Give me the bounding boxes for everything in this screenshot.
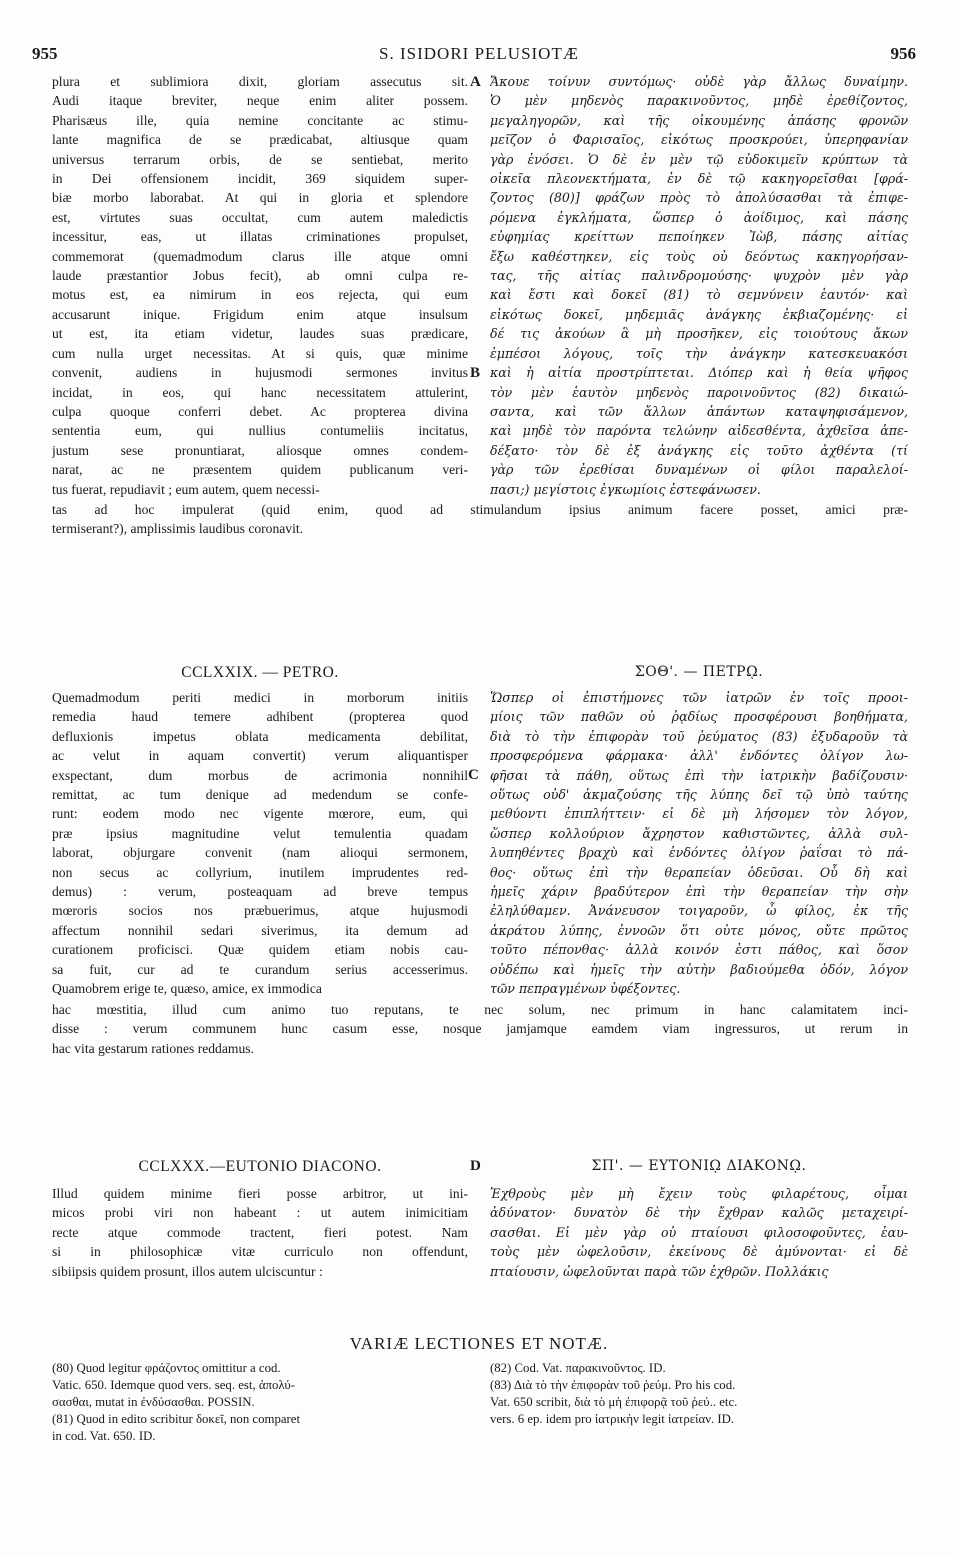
latin-text-line: commemorat (quemadmodum clarus ille atque omni: [52, 248, 468, 264]
latin-text-line: præ ipsius magnitudine velut temulentia quadam: [52, 825, 468, 841]
note-line: σασθαι, mutat in ἐνδύσασθαι. POSSIN.: [52, 1395, 255, 1409]
full-width-text-line: hac mœstitia, illud cum animo tuo reputans, te nec solum, nec primum in hanc calamitatem inci-: [52, 1002, 908, 1017]
latin-text-line: remittat, ac tum denique ad medendum se confe-: [52, 787, 468, 803]
latin-text-line: Quemadmodum periti medici in morborum initiis: [52, 690, 468, 705]
greek-text-line: φῆσαι τὰ πάθη, οὕτως ἐπὶ τὴν ἰατρικὴν βαδίζουσιν·: [490, 767, 908, 783]
full-width-text-line: hac vita gestarum rationes reddamus.: [52, 1040, 254, 1056]
latin-text-line: runt: eodem modo nec vigente mœrore, eum, qui: [52, 806, 468, 822]
latin-text-line: Pharisæus ille, quia nemine concitante ac stimu-: [52, 112, 468, 128]
latin-text-line: exspectant, dum morbus de acrimonia nonnihil: [52, 767, 468, 783]
letter279-full-width-text: [52, 1000, 908, 1058]
greek-text-line: ἡμεῖς χάριν βραδύτερον ἐπὶ τὴν θεραπείαν τὴν σὴν: [490, 884, 908, 900]
top-full-width-text: [52, 500, 908, 539]
latin-text-line: non secus ac collyrium, inutilem imprudentes red-: [52, 864, 468, 880]
latin-text-line: Illud quidem minime fieri posse arbitror, ut ini-: [52, 1186, 468, 1201]
latin-text-line: biæ morbo laborabat. At qui in gloria et splendore: [52, 190, 468, 206]
latin-text-line: affectum nonnihil sedari siverimus, ita demum ad: [52, 922, 468, 938]
greek-text-line: καὶ μηδὲ τὸν παρόντα τελώνην αἰδεσθέντα, ἀχθεῖσα ἀπε-: [490, 423, 908, 439]
greek-text-line: Ἄκουε τοίνυν συντόμως· οὐδὲ γὰρ ἄλλως δυναίμην.: [490, 74, 908, 89]
greek-text-line: γὰρ τῶν ἐρεθίσαι δυναμένων οἱ φίλοι παραλελοί-: [490, 462, 908, 478]
notes-heading: VARIÆ LECTIONES ET NOTÆ.: [349, 1334, 609, 1353]
note-line: vers. 6 ep. idem pro ἰατρικὴν legit ἰατρείαν. ID.: [490, 1412, 735, 1426]
margin-marker-b: B: [470, 365, 481, 381]
latin-text-line: ut est, ita etiam videtur, laudes suas prædicare,: [52, 326, 468, 342]
greek-text-line: προσφερόμενα φάρμακα· ἀλλ' ἐνδόντες ὀλίγον λω-: [490, 748, 908, 764]
top-latin-column: [52, 72, 468, 499]
greek-text-line: οὕτως οὐδ' ἀκμαζούσης τῆς λύπης δεῖ τῷ ὑπὸ ταύτης: [490, 787, 908, 803]
latin-text-line: Quamobrem erige te, quæso, amice, ex immodica: [52, 981, 322, 997]
latin-text-line: lante magnifica de se prædicabat, altiusque quam: [52, 132, 468, 148]
note-line: Vat. 650 scribit, διὰ τὸ μὴ ἐπιφορᾷ τοῦ ῥεύ.. etc.: [490, 1395, 738, 1409]
latin-text-line: incessitur, eas, ut illatas criminationes propulset,: [52, 229, 468, 245]
latin-text-line: motus est, ea nimirum in eos rejecta, qui eum: [52, 287, 468, 303]
heading-latin-280: CCLXXX.—EUTONIO DIACONO.: [138, 1158, 382, 1175]
greek-text-line: εὐφημίας κρείττων πεποίηκεν Ἰὼβ, πάσης αἰτίας: [490, 229, 908, 245]
greek-text-line: δέξατο· τὸν δὲ ἐξ ἀνάγκης εἰς τοῦτο ἀχθέντα (τί: [490, 442, 908, 458]
running-title: S. ISIDORI PELUSIOTÆ: [379, 44, 579, 63]
latin-text-line: cum nulla urget necessitas. At si quis, quæ minime: [52, 345, 468, 361]
greek-text-line: ἐμπέσοι λόγους, τοῖς τὴν ἀνάγκην κατεσκευακόσι: [490, 345, 908, 361]
greek-text-line: γὰρ ἐνόσει. Ὁ δὲ ἐν μὲν τῷ εὐδοκιμεῖν κρύπτων τὰ: [490, 151, 908, 167]
greek-text-line: ζοντος (80)] φράζων πρὸς τὸ ἀπολύσασθαι τὰ ἐπιφε-: [490, 190, 908, 206]
latin-text-line: culpa quoque conferri debet. Ac propterea divina: [52, 403, 468, 419]
latin-text-line: sibiipsis quidem prosunt, illos autem ulciscuntur :: [52, 1263, 323, 1279]
margin-marker-a: A: [470, 74, 481, 90]
latin-text-line: sa fuit, cur ad te curandum serius accesserimus.: [52, 961, 468, 977]
greek-text-line: ὥσπερ κολλούριον ἄχρηστον καθιστῶντες, ἀλλὰ συλ-: [490, 825, 908, 841]
latin-text-line: remedia haud temere adhibent (propterea quod: [52, 709, 468, 725]
greek-text-line: πασι;) μεγίστοις ἐγκωμίοις ἐστεφάνωσεν.: [490, 481, 761, 497]
latin-text-line: laude præstantior Jobus fecit), ab omni culpa re-: [52, 268, 468, 284]
greek-text-line: οὐδέπω καὶ ἡμεῖς τὴν αὐτὴν βαδιούμεθα ὁδόν, λόγον: [490, 961, 908, 977]
latin-text-line: tus fuerat, repudiavit ; eum autem, quem necessi-: [52, 481, 320, 497]
latin-text-line: sententia eum, qui nullius contumeliis incitatus,: [52, 423, 468, 439]
greek-text-line: θος· οὕτως ἐπὶ τὴν θεραπείαν ὁδεῦσαι. Οὗ δὴ καὶ: [490, 864, 908, 880]
full-width-text-line: tas ad hoc impulerat (quid enim, quod ad stimulandum ipsius animum facere posset, amici præ-: [52, 502, 908, 517]
page-header: [0, 44, 958, 68]
greek-text-line: μίοις τῶν παθῶν οὐ ῥᾳδίως προσφέρουσι βοηθήματα,: [490, 709, 908, 725]
note-line: (80) Quod legitur φράζοντος omittitur a cod.: [52, 1361, 281, 1375]
greek-text-line: τας, τῆς αἰτίας παλινδρομούσης· ψυχρὸν μὲν γὰρ: [490, 268, 908, 284]
latin-text-line: narat, ac ne præsentem quidem publicanum veri-: [52, 462, 468, 478]
latin-text-line: micos probi viri non habeant : ut autem inimicitiam: [52, 1205, 468, 1221]
latin-text-line: defluxionis impetus oblata medicamenta debilitat,: [52, 728, 468, 744]
greek-text-line: ἐληλύθαμεν. Ἀνάνευσον τοιγαροῦν, ὦ φίλος, ἐκ τῆς: [490, 903, 908, 919]
greek-text-line: καὶ ἡ αἰτία προστρίπτεται. Διόπερ καὶ ἡ θεία ψῆφος: [490, 365, 908, 381]
greek-column-279: [490, 688, 908, 999]
greek-text-line: Ὁ μὲν μηδενὸς παρακινοῦντος, μηδὲ ἐρεθίζοντος,: [490, 93, 908, 109]
greek-text-line: οἰκεῖα πλεονεκτήματα, ἐν δὲ τῷ κακηγορεῖσθαι [φρά-: [490, 171, 908, 187]
top-greek-column: [490, 72, 908, 499]
greek-text-line: διὰ τὸ τὴν ἐπιφορὰν τοῦ ῥεύματος (83) ἐξυδαροῦν τὰ: [490, 728, 908, 744]
greek-text-line: πταίουσιν, ὠφελοῦνται παρὰ τῶν ἐχθρῶν. Πολλάκις: [490, 1263, 829, 1279]
greek-text-line: ρόμενα ἐγκλήματα, ὥσπερ ὁ ἀοίδιμος, καὶ πάσης: [490, 209, 908, 225]
note-line: Vatic. 650. Idemque quod vers. seq. est, ἀπολύ-: [52, 1378, 295, 1392]
latin-text-line: incidat, in eos, qui hanc necessitatem attulerint,: [52, 384, 468, 400]
latin-text-line: justum sese pronuntiarat, aliosque omnes condem-: [52, 442, 468, 458]
greek-text-line: τοῦτο πέπονθας· ἀλλὰ κοινόν ἐστι πάθος, καὶ ὅσον: [490, 942, 908, 958]
greek-text-line: σαντα, καὶ τῶν ἄλλων ἁπάντων καταψηφισάμενον,: [490, 403, 908, 419]
greek-text-line: Ἐχθροὺς μὲν μὴ ἔχειν τοὺς φιλαρέτους, οἶμαι: [490, 1186, 908, 1201]
latin-text-line: curationem proficisci. Quæ quidem etiam nobis cau-: [52, 942, 468, 958]
greek-text-line: λυπηθέντες βραχὺ καὶ ἐνδόντες ὀλίγον ῥαΐσαι τὸ πά-: [490, 845, 908, 861]
greek-column-280: [490, 1184, 908, 1281]
latin-text-line: convenit, audiens in hujusmodi sermones invitus: [52, 365, 468, 381]
page-number-right: 956: [890, 44, 916, 63]
latin-text-line: accusarunt inique. Frigidum enim atque insulsum: [52, 306, 468, 322]
latin-text-line: est, virtutes suas occultat, cum autem maledictis: [52, 209, 468, 225]
greek-text-line: δέ τις ἀκούων ἃ μὴ προσῆκεν, εἰς τοιούτους ἄκων: [490, 326, 908, 342]
notes-left-column: [52, 1360, 468, 1445]
margin-marker-c: C: [468, 767, 479, 783]
greek-text-line: τοὺς μὲν ὠφελοῦσιν, ἐκείνους δὲ ἀμύνονται· εἰ δὲ: [490, 1244, 908, 1260]
notes-right-column: [490, 1360, 908, 1428]
note-line: (81) Quod in edito scribitur δοκεῖ, non comparet: [52, 1412, 301, 1426]
greek-text-line: μεθύοντι ἐπιπλήττειν· εἰ δὲ μὴ λήσομεν τὸν λόγον,: [490, 806, 908, 822]
greek-text-line: ἀκράτου λύπης, ἐννοῶν ὅτι οὐτε μόνος, οὔτε πρῶτος: [490, 922, 908, 938]
heading-greek-280: ΣΠ'. — ΕΥΤΟΝΙῼ ΔΙΑΚΟΝῼ.: [591, 1158, 807, 1174]
latin-text-line: demus) : verum, posteaquam ad breve tempus: [52, 884, 468, 900]
latin-text-line: recte atque commode tractent, fieri potest. Nam: [52, 1224, 468, 1240]
latin-column-280: [52, 1184, 468, 1281]
note-line: in cod. Vat. 650. ID.: [52, 1429, 156, 1443]
greek-text-line: τὸν μὲν ἑαυτὸν μηδενὸς παροινοῦντος (82) δικαιώ-: [490, 384, 908, 400]
greek-text-line: καὶ ἔστι καὶ δοκεῖ (81) τὸ σεμνύνειν ἑαυτόν· καὶ: [490, 287, 908, 303]
latin-text-line: laborat, objurgare convenit (nam alioqui sermonem,: [52, 845, 468, 861]
margin-marker-d: D: [470, 1158, 481, 1174]
latin-text-line: plura et sublimiora dixit, gloriam assecutus sit.: [52, 74, 468, 89]
greek-text-line: μεγαληγορῶν, καὶ τῆς οἰκουμένης ἁπάσης φρονῶν: [490, 112, 908, 128]
latin-text-line: universus terrarum orbis, de se sentiebat, merito: [52, 151, 468, 167]
note-line: (82) Cod. Vat. παρακινοῦντος. ID.: [490, 1361, 666, 1375]
full-width-text-line: termiserant?), amplissimis laudibus coronavit.: [52, 521, 304, 537]
latin-text-line: Audi itaque breviter, neque enim aliter possem.: [52, 93, 468, 109]
latin-column-279: [52, 688, 468, 999]
greek-text-line: μεῖζον ὁ Φαρισαῖος, εἰκότως προσκρούει, ὑπερηφανίαν: [490, 132, 908, 148]
page-number-left: 955: [32, 44, 58, 63]
greek-text-line: εἰκότως δοκεῖ, μηδεμιᾶς ἀνάγκης ἐκβιαζομένης· εἰ: [490, 306, 908, 322]
greek-text-line: Ὥσπερ οἱ ἐπιστήμονες τῶν ἰατρῶν ἐν τοῖς προοι-: [490, 690, 908, 705]
full-width-text-line: disse : verum communem hunc casum esse, nosque jamjamque eamdem viam ingressuros, ut rerum in: [52, 1021, 908, 1037]
latin-text-line: si in philosophicæ vitæ curriculo non offendunt,: [52, 1244, 468, 1260]
heading-latin-279: CCLXXIX. — PETRO.: [181, 664, 339, 681]
latin-text-line: ac velut in aquam convertit) verum aliquantisper: [52, 748, 468, 764]
greek-text-line: τῶν πεπραγμένων ὑφέξοντες.: [490, 981, 681, 997]
note-line: (83) Διὰ τὸ τὴν ἐπιφορὰν τοῦ ῥεύμ. Pro his cod.: [490, 1378, 736, 1392]
greek-text-line: ἔξω καθέστηκεν, εἰς τοὺς οὐ δεόντως κακηγορήσαν-: [490, 248, 908, 264]
greek-text-line: ἀδύνατον· δυνατὸν δὲ τὴν ἔχθραν καλῶς μεταχειρί-: [490, 1205, 908, 1221]
greek-text-line: σασθαι. Εἰ μὲν γὰρ οὐ πταίουσι φιλοσοφοῦντες, ἑαυ-: [490, 1224, 908, 1240]
latin-text-line: mœroris socios nos præbuerimus, atque hujusmodi: [52, 903, 468, 919]
latin-text-line: in Dei offensionem incidit, 369 siquidem super-: [52, 171, 468, 187]
heading-greek-279: ΣΟΘ'. — ΠΕΤΡῼ.: [634, 664, 764, 680]
